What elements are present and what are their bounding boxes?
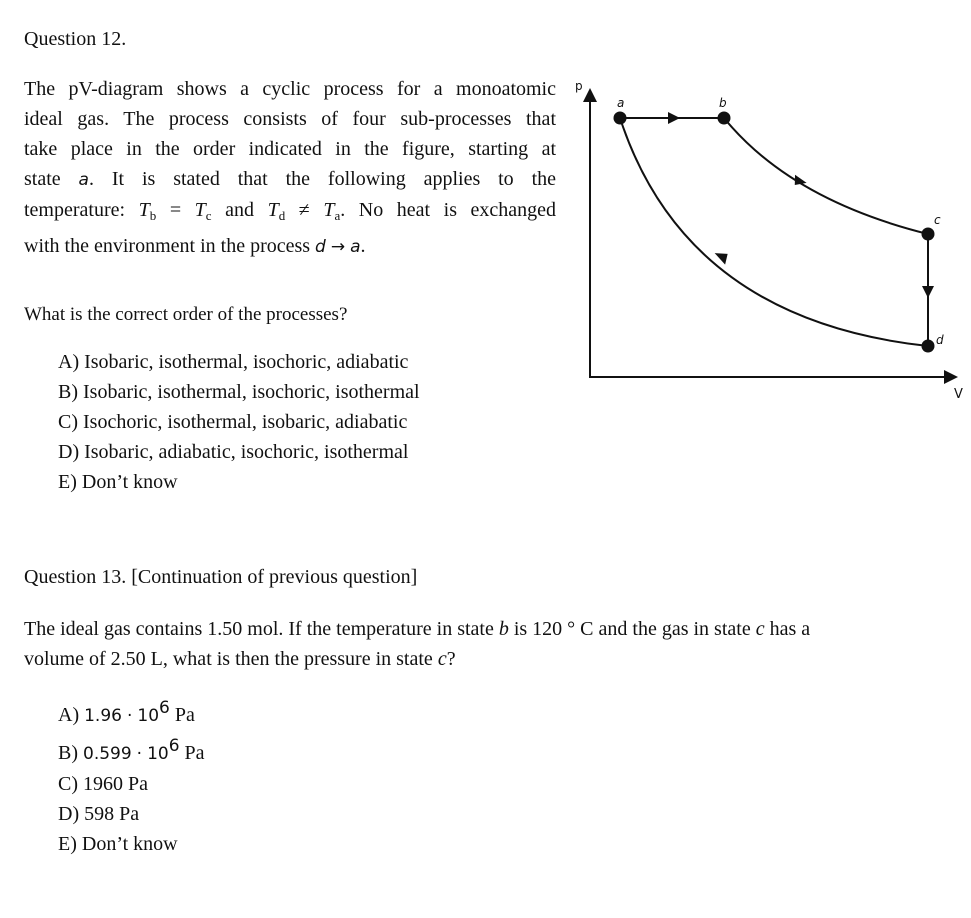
q13-option-a-dot: · xyxy=(126,706,133,726)
not-equal-sign: ≠ xyxy=(298,199,310,221)
temp-symbol-d: T xyxy=(267,199,279,221)
q12-line-4 xyxy=(24,164,556,195)
q13-option-b-exponent: 6 xyxy=(168,736,180,756)
v-axis-label: V xyxy=(954,387,963,402)
q13-text-1: The ideal gas contains 1.50 mol. If the temperature in state xyxy=(24,618,494,640)
q13-state-c: c xyxy=(755,618,765,640)
state-a-symbol: a xyxy=(78,170,89,190)
q12-line-3: take place in the order indicated in the figure, starting at xyxy=(24,138,556,160)
state-c-label: c xyxy=(934,213,941,227)
q13-option-b-unit: Pa xyxy=(184,742,205,764)
q13-text-3: has a xyxy=(769,618,811,640)
q13-state-c-2: c xyxy=(437,648,447,670)
process-d-symbol: d xyxy=(315,237,326,257)
q12-line-1: The pV-diagram shows a cyclic process for a monoatomic xyxy=(24,78,556,100)
q13-option-b-label: B) xyxy=(58,742,78,764)
temp-symbol-c: T xyxy=(194,199,206,221)
q12-line-6-post: . xyxy=(360,235,366,257)
q12-line-2: ideal gas. The process consists of four sub-processes that xyxy=(24,108,556,130)
q13-option-d[interactable]: D) 598 Pa xyxy=(58,803,140,825)
process-a-symbol: a xyxy=(350,237,361,257)
process-b-c xyxy=(724,118,928,234)
q13-option-a-unit: Pa xyxy=(174,704,195,726)
state-d-point xyxy=(922,340,935,353)
q13-option-a[interactable] xyxy=(58,693,205,731)
q13-option-c[interactable]: C) 1960 Pa xyxy=(58,773,148,795)
q12-option-e[interactable]: E) Don’t know xyxy=(58,471,178,493)
arrow-b-c xyxy=(793,173,807,185)
q12-line-4-post: . It is stated that the following applies to the xyxy=(88,168,557,190)
q12-option-c[interactable]: C) Isochoric, isothermal, isobaric, adiabatic xyxy=(58,411,408,433)
q13-option-b-base: 10 xyxy=(147,744,169,764)
arrow-a-b xyxy=(668,112,680,124)
arrow-c-d xyxy=(922,286,934,298)
q12-line-5-pre: temperature: xyxy=(24,199,126,221)
q12-option-a[interactable]: A) Isobaric, isothermal, isochoric, adiabatic xyxy=(58,351,409,373)
temp-sub-a: a xyxy=(334,208,341,223)
temp-symbol-a: T xyxy=(323,199,335,221)
q13-text-2: is 120 ° C and the gas in state xyxy=(513,618,751,640)
q13-option-a-label: A) xyxy=(58,704,80,726)
q12-line-4-pre: state xyxy=(24,168,61,190)
q13-option-e[interactable]: E) Don’t know xyxy=(58,833,178,855)
p-axis-arrowhead xyxy=(583,88,597,102)
temp-sub-c: c xyxy=(205,208,212,223)
arrow-d-a xyxy=(713,252,727,265)
process-d-a xyxy=(620,118,928,346)
temp-symbol-b: T xyxy=(138,199,150,221)
q13-option-a-exponent: 6 xyxy=(159,698,170,718)
state-a-point xyxy=(614,112,627,125)
q13-line-2 xyxy=(24,644,924,674)
q13-text-5: ? xyxy=(446,648,456,670)
state-d-label: d xyxy=(936,333,944,347)
q13-option-b-dot: · xyxy=(136,744,143,764)
and-word: and xyxy=(225,199,255,221)
question-12-options xyxy=(58,347,420,497)
temp-sub-b: b xyxy=(149,208,157,223)
q13-option-b-mantissa: 0.599 xyxy=(83,744,132,764)
state-b-label: b xyxy=(719,96,727,110)
q13-option-a-base: 10 xyxy=(137,706,160,726)
question-13-text xyxy=(24,614,924,674)
q13-option-b[interactable] xyxy=(58,731,205,769)
question-12-title: Question 12. xyxy=(24,28,127,50)
q13-text-4: volume of 2.50 L, what is then the pressure in state xyxy=(24,648,433,670)
q13-line-1 xyxy=(24,614,924,644)
p-axis-label: p xyxy=(575,79,583,93)
question-13-title: Question 13. [Continuation of previous question] xyxy=(24,566,418,588)
state-b-point xyxy=(718,112,731,125)
question-13-options xyxy=(58,693,205,859)
q13-option-a-mantissa: 1.96 xyxy=(84,706,122,726)
q12-line-5 xyxy=(24,195,556,231)
q12-line-6-pre: with the environment in the process xyxy=(24,235,311,257)
state-a-label: a xyxy=(617,96,625,110)
q12-option-d[interactable]: D) Isobaric, adiabatic, isochoric, isothermal xyxy=(58,441,409,463)
q13-state-b: b xyxy=(498,618,509,640)
question-12-prompt: What is the correct order of the processes? xyxy=(24,304,348,325)
pv-diagram xyxy=(566,70,971,405)
question-12-text xyxy=(24,74,556,262)
process-arrow: → xyxy=(330,237,346,257)
q12-line-5-post: . No heat is exchanged xyxy=(340,199,557,221)
temp-sub-d: d xyxy=(278,208,286,223)
equals-sign: = xyxy=(169,199,182,221)
state-c-point xyxy=(922,228,935,241)
q12-line-6 xyxy=(24,231,556,262)
q12-option-b[interactable]: B) Isobaric, isothermal, isochoric, isothermal xyxy=(58,381,420,403)
v-axis-arrowhead xyxy=(944,370,958,384)
